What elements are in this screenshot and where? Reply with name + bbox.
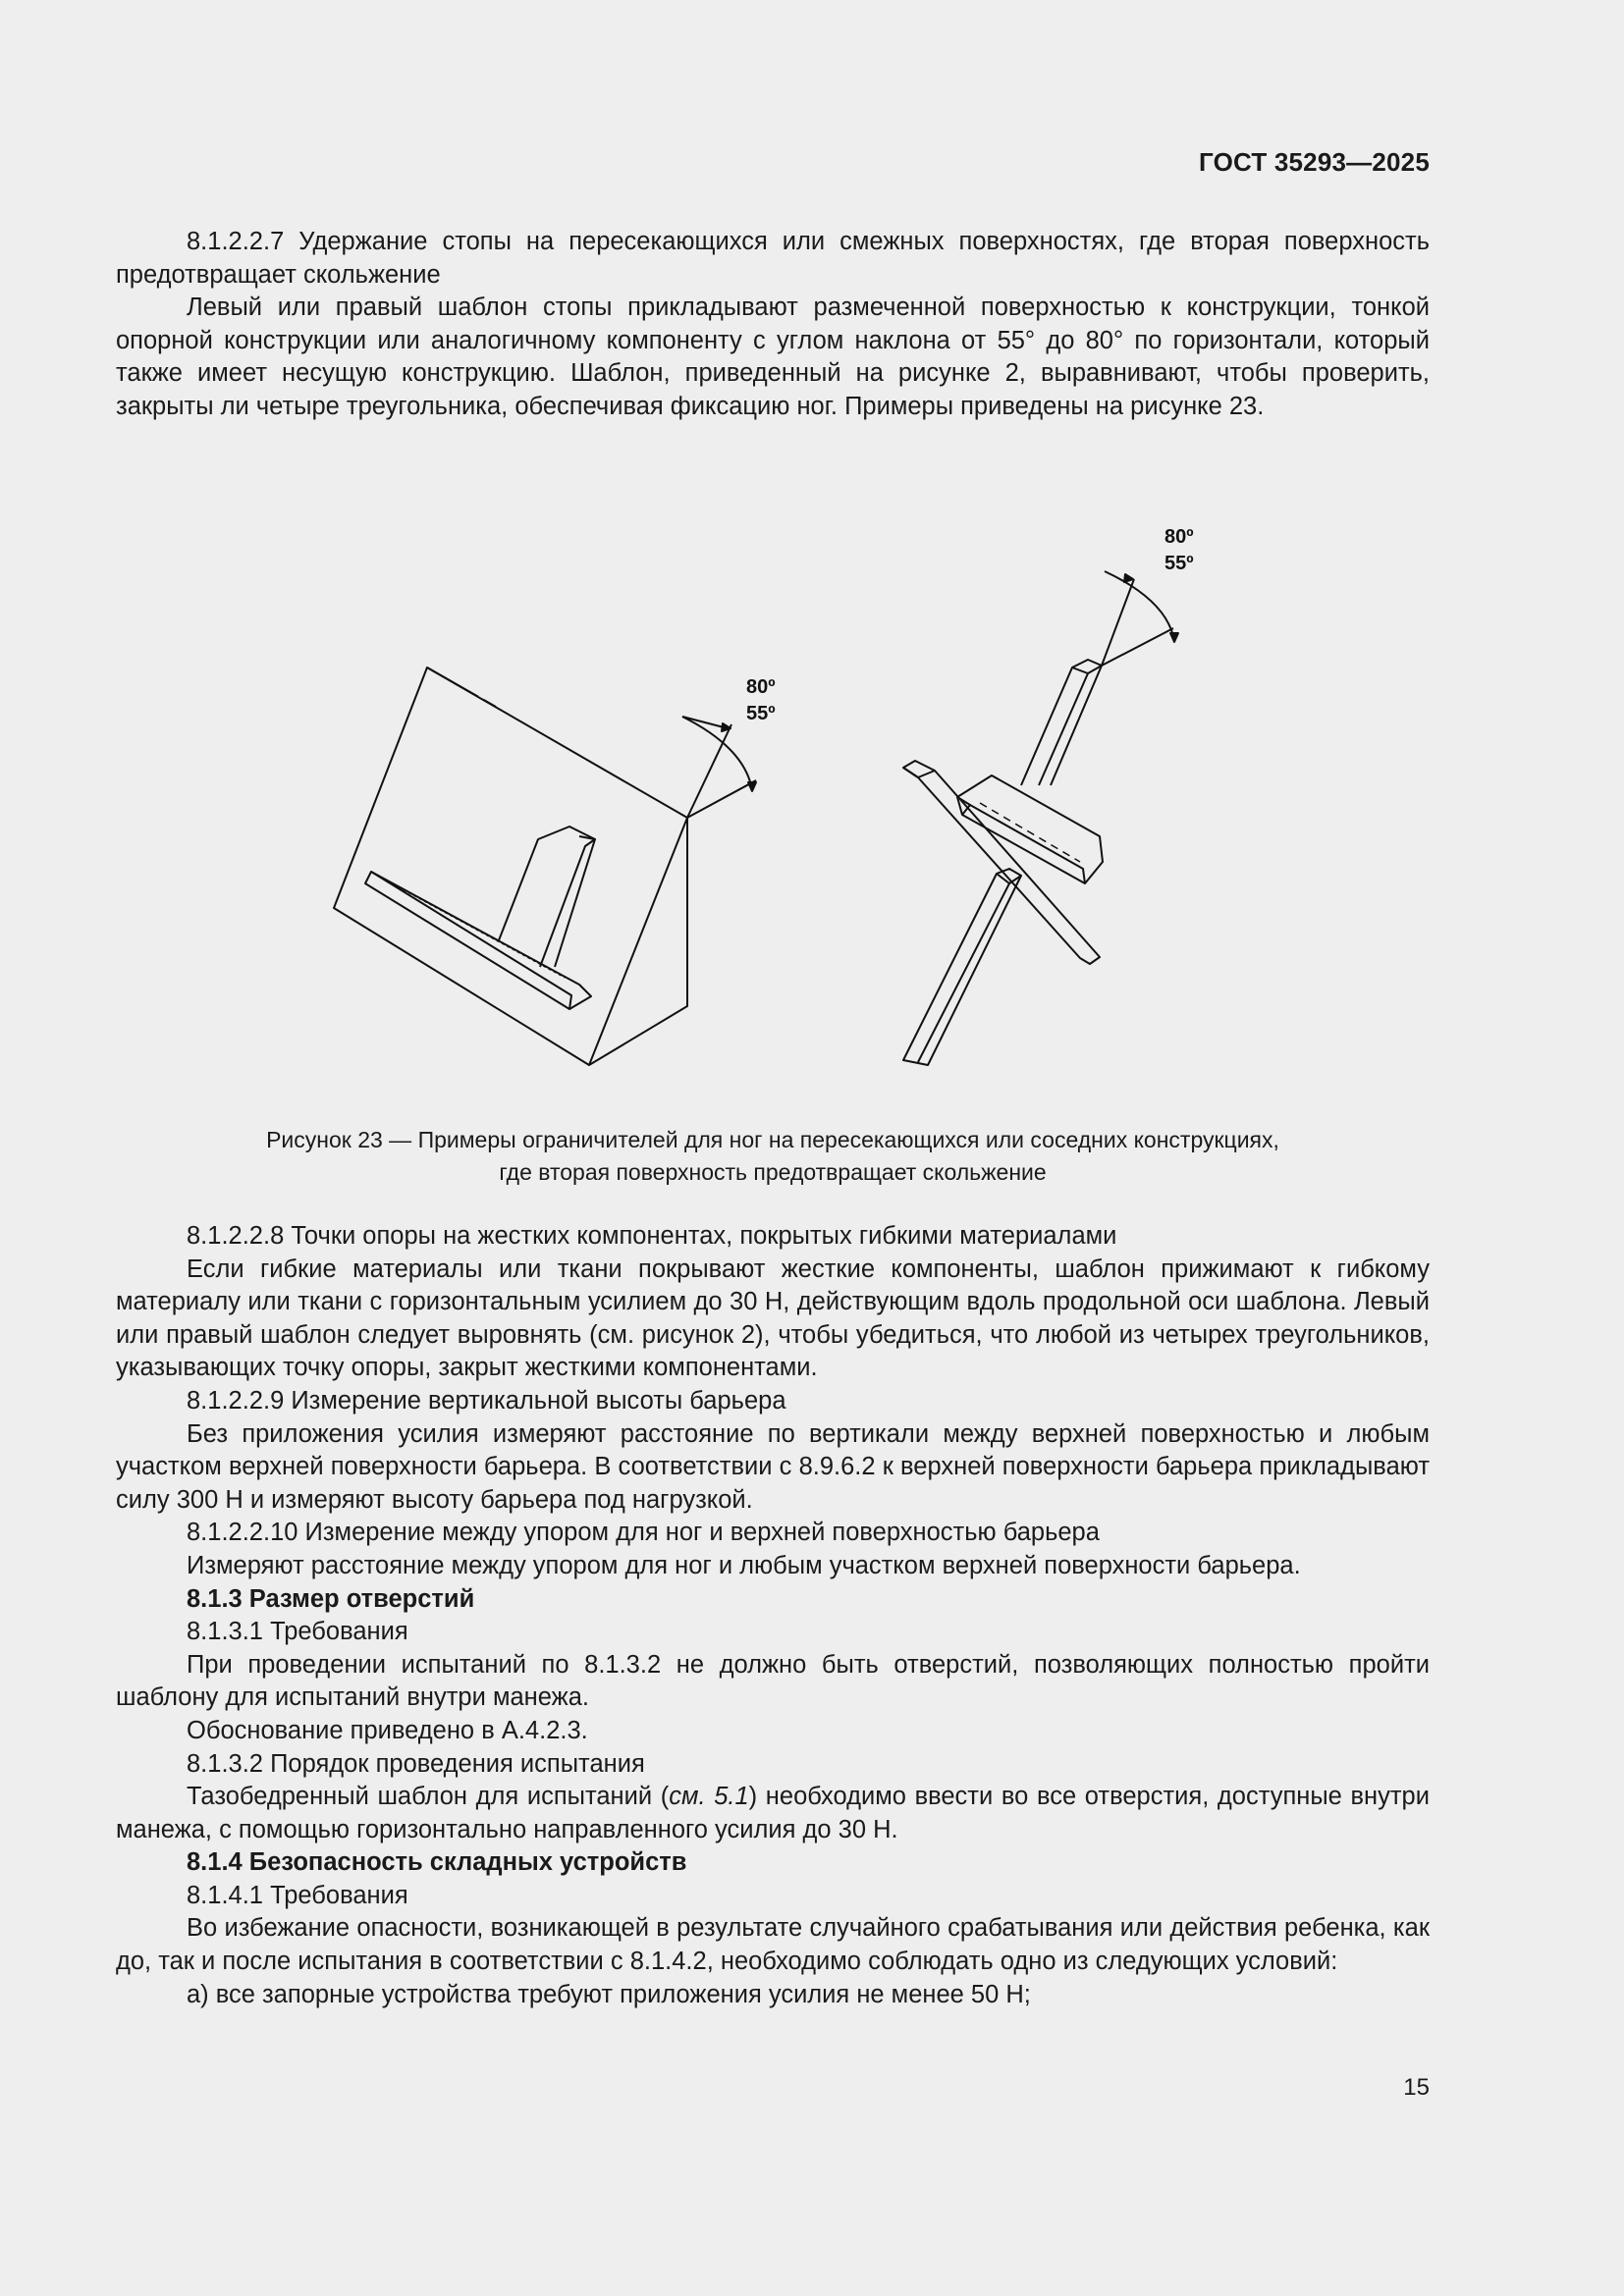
- clause-heading-8-1-2-2-7: 8.1.2.2.7 Удержание стопы на пересекающихся или смежных поверхностях, где вторая поверхность предотвращает скольжение: [116, 228, 1430, 289]
- intro-section: [116, 226, 1430, 424]
- left-angle-80-label: 80º: [746, 676, 776, 698]
- section-heading-8-1-4: 8.1.4 Безопасность складных устройств: [187, 1848, 687, 1877]
- right-cross-structure: [903, 571, 1178, 1065]
- clause-heading-8-1-4-1: 8.1.4.1 Требования: [187, 1881, 408, 1909]
- hip-template-text-start: Тазобедренный шаблон для испытаний (: [187, 1783, 670, 1811]
- main-section: [116, 1220, 1430, 2011]
- clause-heading-8-1-2-2-10: 8.1.2.2.10 Измерение между упором для ног и верхней поверхностью барьера: [187, 1519, 1100, 1547]
- right-angle-80-label: 80º: [1164, 526, 1194, 548]
- clause-heading-8-1-3-2: 8.1.3.2 Порядок проведения испытания: [187, 1749, 645, 1778]
- hip-template-reference: см. 5.1: [669, 1783, 749, 1811]
- left-angle-55-label: 55º: [746, 703, 776, 724]
- figure-23-drawing: [295, 510, 1276, 1080]
- figure-23-caption: [116, 1124, 1430, 1189]
- clause-heading-8-1-3-1: 8.1.3.1 Требования: [187, 1618, 408, 1646]
- right-angle-55-label: 55º: [1164, 553, 1194, 574]
- section-heading-8-1-3: 8.1.3 Размер отверстий: [187, 1584, 475, 1613]
- list-item-a: а) все запорные устройства требуют приложения усилия не менее 50 Н;: [187, 1980, 1031, 2008]
- paragraph-foot-rest-measure: Измеряют расстояние между упором для ног и любым участком верхней поверхности барьера.: [187, 1551, 1301, 1579]
- left-wedge-structure: [334, 667, 756, 1065]
- document-number-header: ГОСТ 35293—2025: [1199, 147, 1430, 177]
- caption-line-2: где вторая поверхность предотвращает скольжение: [499, 1159, 1047, 1185]
- paragraph-hip-template: [116, 1781, 1430, 1846]
- clause-heading-8-1-2-2-8: 8.1.2.2.8 Точки опоры на жестких компонентах, покрытых гибкими материалами: [187, 1222, 1117, 1250]
- paragraph-rationale-ref: Обоснование приведено в А.4.2.3.: [187, 1716, 588, 1744]
- hip-template-text-end: ) необходимо ввести во все отверстия, доступные внутри манежа, с помощью горизонтально направленного усилия до 30 Н.: [116, 1783, 1430, 1843]
- paragraph-openings-requirement: При проведении испытаний по 8.1.3.2 не должно быть отверстий, позволяющих полностью пройти шаблону для испытаний внутри манежа.: [116, 1650, 1430, 1712]
- paragraph-foot-template: Левый или правый шаблон стопы прикладывают размеченной поверхностью к конструкции, тонкой опорной конструкции или аналогичному компоненту с углом наклона от 55° до 80° по горизонтали, который также имеет несущую конструкцию. Шаблон, приведенный на рисунке 2, выравнивают, чтобы проверить, закрыты ли четыре треугольника, обеспечивая фиксацию ног. Примеры приведены на рисунке 23.: [116, 294, 1430, 420]
- caption-line-1: Рисунок 23 — Примеры ограничителей для ног на пересекающихся или соседних конструкциях,: [266, 1127, 1279, 1152]
- paragraph-folding-hazard: Во избежание опасности, возникающей в результате случайного срабатывания или действия ребенка, как до, так и после испытания в соответствии с 8.1.4.2, необходимо соблюдать одно из следующих условий:: [116, 1914, 1430, 1976]
- paragraph-flexible-materials: Если гибкие материалы или ткани покрывают жесткие компоненты, шаблон прижимают к гибкому материалу или ткани с горизонтальным усилием до 30 Н, действующим вдоль продольной оси шаблона. Левый или правый шаблон следует выровнять (см. рисунок 2), чтобы убедиться, что любой из четырех треугольников, указывающих точку опоры, закрыт жесткими компонентами.: [116, 1255, 1430, 1382]
- clause-heading-8-1-2-2-9: 8.1.2.2.9 Измерение вертикальной высоты барьера: [187, 1386, 786, 1415]
- paragraph-barrier-height: Без приложения усилия измеряют расстояние по вертикали между верхней поверхностью и любым участком верхней поверхности барьера. В соответствии с 8.9.6.2 к верхней поверхности барьера прикладывают силу 300 Н и измеряют высоту барьера под нагрузкой.: [116, 1419, 1430, 1514]
- page-number: 15: [1403, 2074, 1430, 2101]
